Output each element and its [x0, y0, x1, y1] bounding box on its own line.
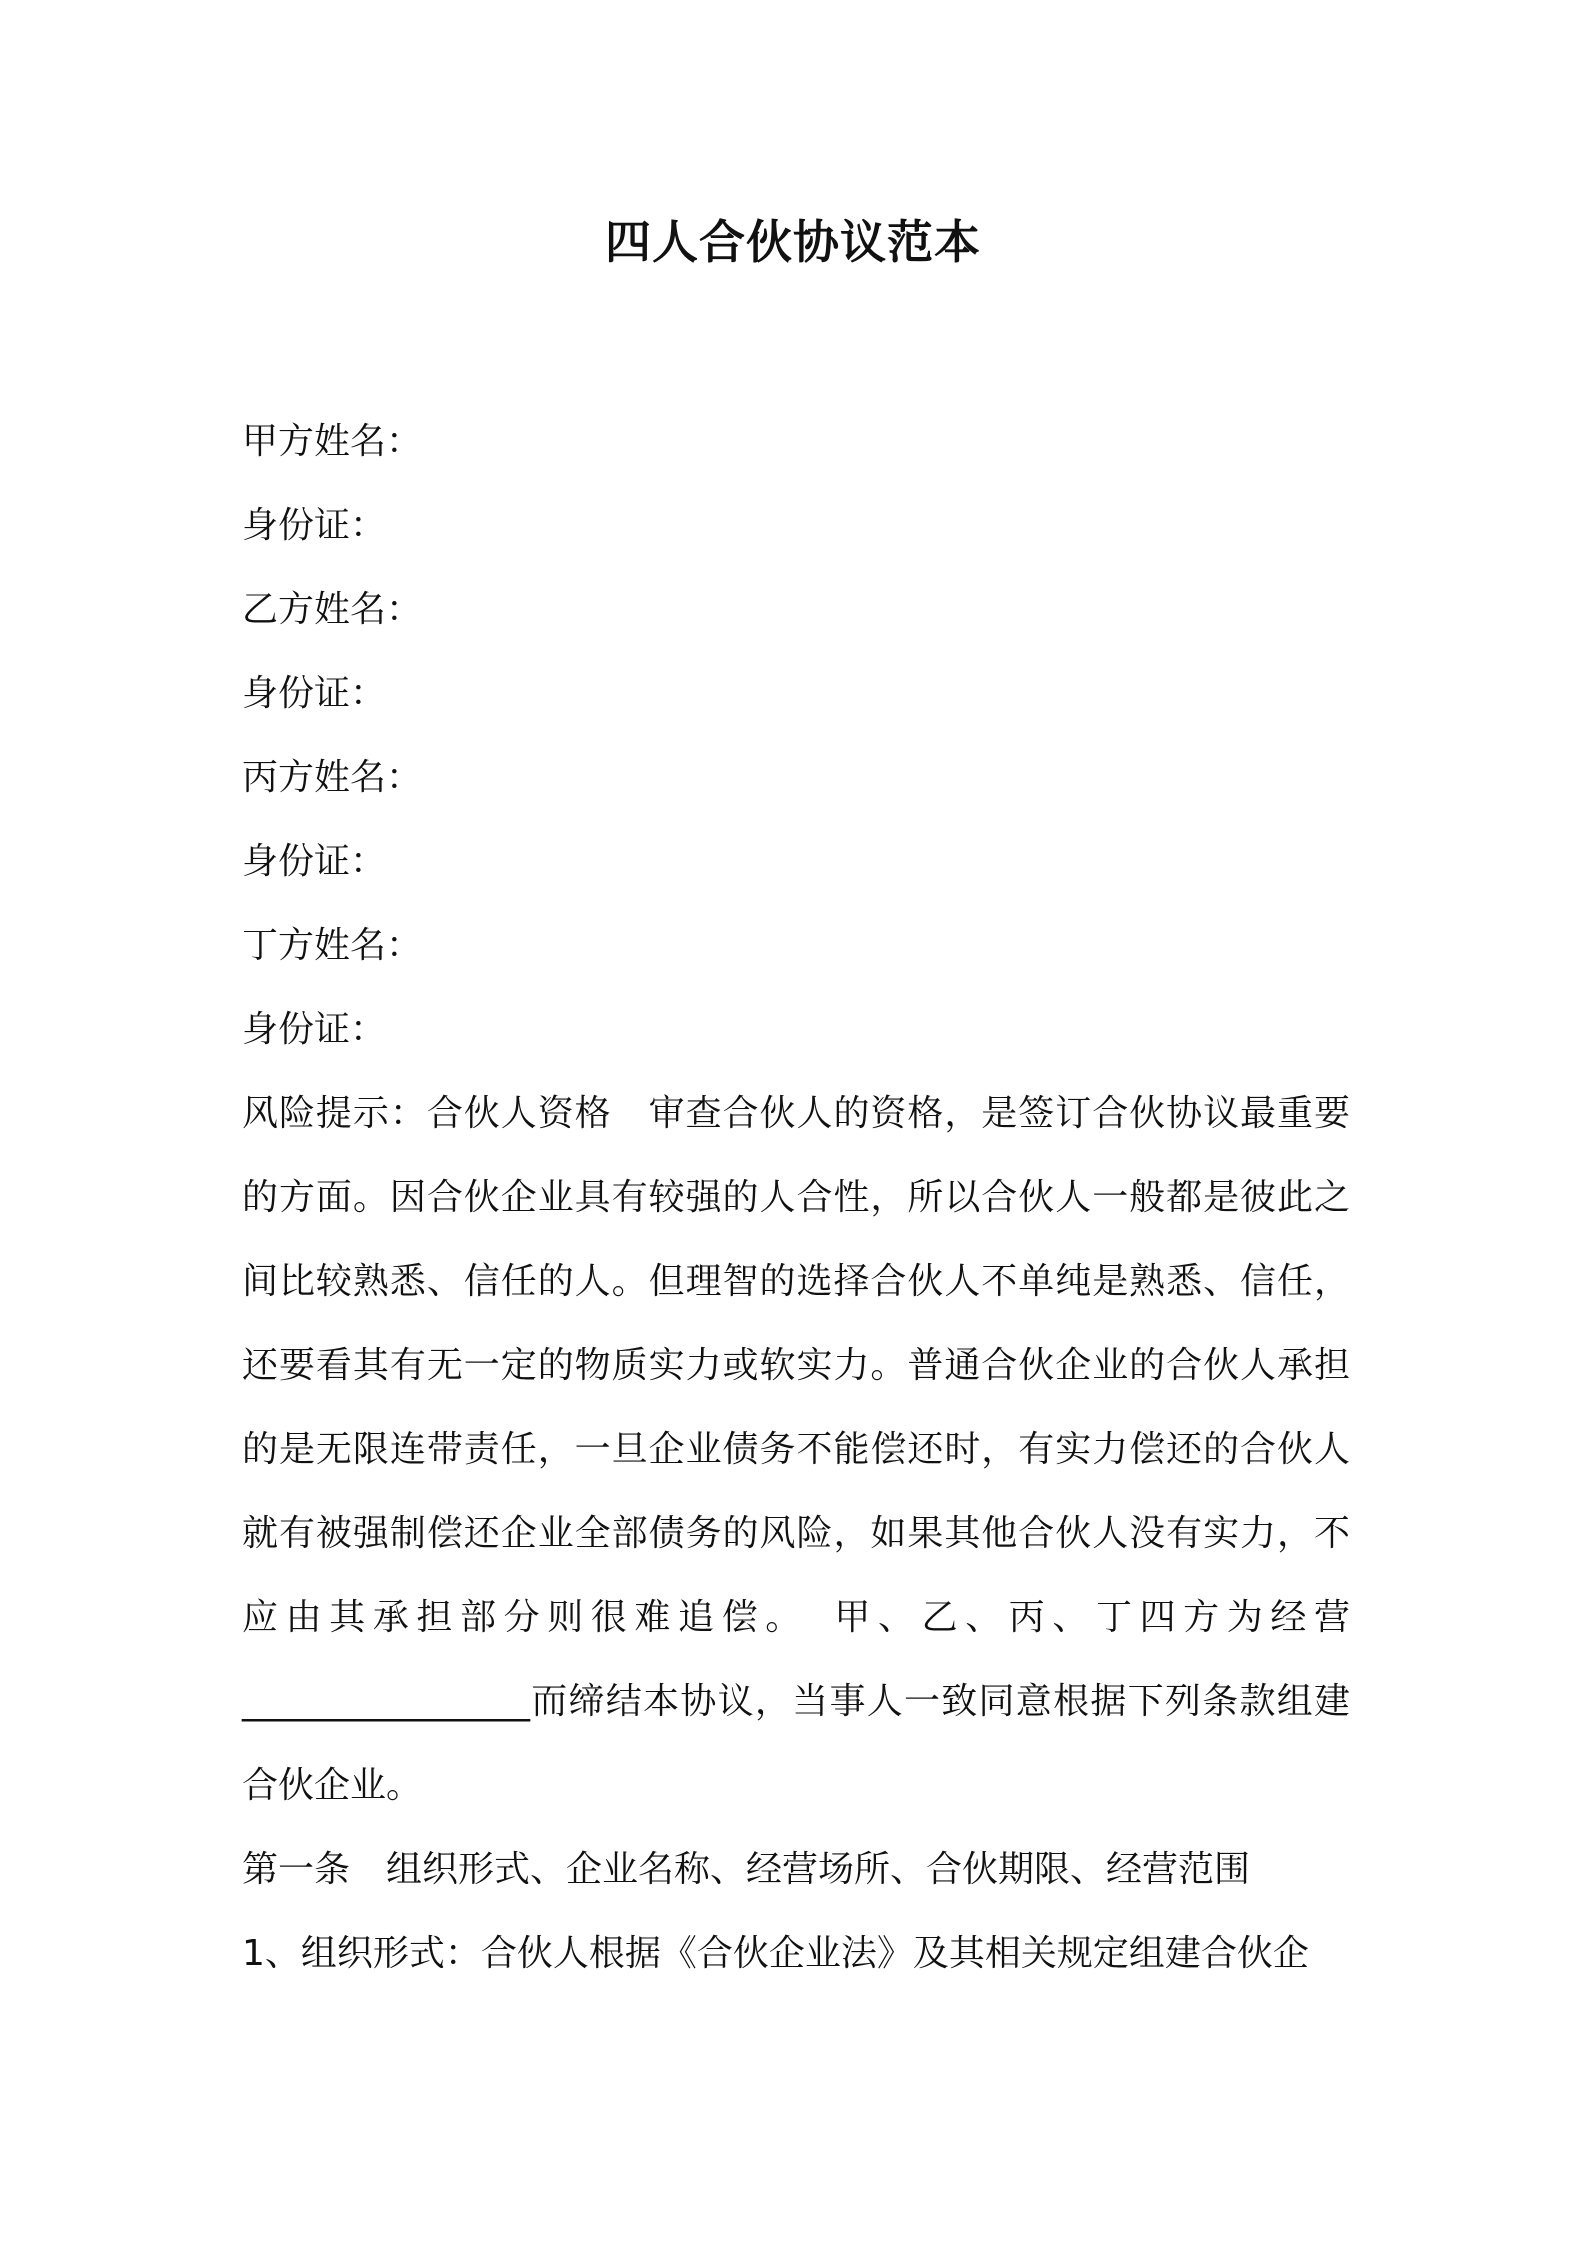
party-a-name-field: 甲方姓名：: [242, 421, 423, 462]
risk-notice-paragraph: 风险提示：合伙人资格 审查合伙人的资格，是签订合伙协议最重要的方面。因合伙企业具有较强的人合性，所以合伙人一般都是彼此之间比较熟悉、信任的人。但理智的选择合伙人不单纯是熟悉、信任，还要看其有无一定的物质实力或软实力。普通合伙企业的合伙人承担的是无限连带责任，一旦企业债务不能偿还时，有实力偿还的合伙人就有被强制偿还企业全部债务的风险，如果其他合伙人没有实力，不应由其承担部分则很难追偿。 甲、乙、丙、丁四方为经营________________而缔结本协议，当事人一致同意根据下列条款组建合伙企业。: [242, 1093, 1350, 1806]
article-1-item-1: 1、组织形式：合伙人根据《合伙企业法》及其相关规定组建合伙企: [242, 1933, 1309, 1974]
party-d-name-field: 丁方姓名：: [242, 925, 423, 966]
party-c-id-field: 身份证：: [242, 841, 387, 882]
party-d-id-field: 身份证：: [242, 1009, 387, 1050]
party-a-id-field: 身份证：: [242, 505, 387, 546]
article-1-heading: 第一条 组织形式、企业名称、经营场所、合伙期限、经营范围: [242, 1849, 1251, 1890]
party-b-name-field: 乙方姓名：: [242, 589, 423, 630]
party-b-id-field: 身份证：: [242, 673, 387, 714]
document-body: [242, 400, 1350, 1996]
document-title: 四人合伙协议范本: [605, 215, 981, 269]
party-c-name-field: 丙方姓名：: [242, 757, 423, 798]
